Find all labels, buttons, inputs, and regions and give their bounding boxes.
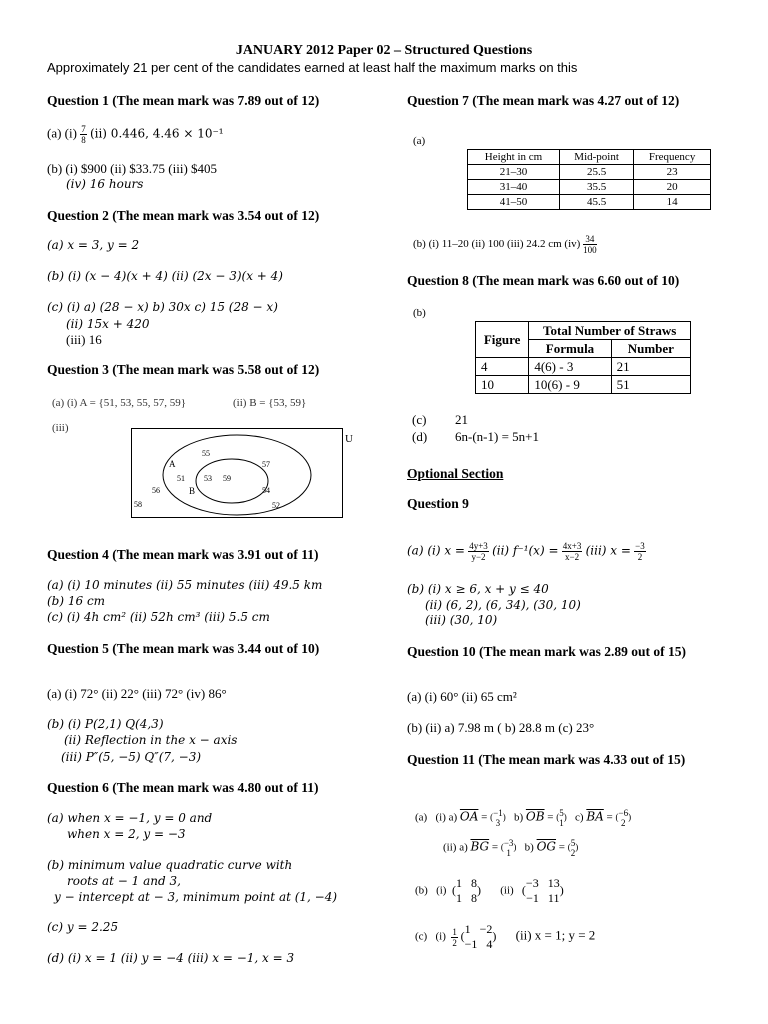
q1-b: (b) (i) $900 (ii) $33.75 (iii) $405 bbox=[47, 161, 218, 176]
q7-b-fraction: $\frac{34}{100}$ bbox=[583, 234, 597, 255]
table-row bbox=[468, 180, 711, 195]
q9-heading: Question 9 bbox=[407, 496, 469, 511]
q11-a-ii-label: (ii) a) bbox=[443, 841, 468, 854]
q1-heading: Question 1 (The mean mark was 7.89 out of 12) bbox=[47, 93, 320, 108]
q6-c: (c) y = 2.25 bbox=[47, 920, 119, 934]
q5-b: (b) (i) P(2,1) Q(4,3) bbox=[47, 717, 164, 731]
q9-a-fraction-3: $\frac{-3}{2}$ bbox=[635, 541, 645, 562]
q9-b: (b) (i) x ≥ 6, x + y ≤ 40 bbox=[407, 582, 549, 596]
q9-a-ii: (ii) f⁻¹(x) = bbox=[492, 543, 559, 558]
table-row bbox=[468, 165, 711, 180]
q9-a-fraction-1: $\frac{4y+3}{y-2}$ bbox=[469, 541, 488, 562]
table-cell: 10(6) - 9 bbox=[529, 376, 611, 394]
q2-c-ii: (ii) 15x + 420 bbox=[66, 317, 150, 331]
q4-heading: Question 4 (The mean mark was 3.91 out of 11) bbox=[47, 547, 319, 562]
q7-frequency-table bbox=[467, 149, 711, 210]
vector-oa-column: ( −1 3 ) bbox=[490, 808, 506, 828]
q7-b bbox=[413, 234, 597, 255]
table-header-row bbox=[476, 322, 691, 340]
table-cell: 21 bbox=[611, 358, 690, 376]
venn-label-b: B bbox=[189, 486, 196, 496]
venn-label-a: A bbox=[169, 459, 176, 469]
table-cell: 14 bbox=[634, 195, 711, 210]
table-cell: 45.5 bbox=[559, 195, 633, 210]
table-cell: 41–50 bbox=[468, 195, 560, 210]
q2-c-iii: (iii) 16 bbox=[66, 332, 102, 347]
q6-b-3: y − intercept at − 3, minimum point at (1, −4) bbox=[54, 890, 338, 904]
vector-oa: $\overline{OA}$ bbox=[459, 809, 479, 824]
table-header-total: Total Number of Straws bbox=[529, 322, 691, 340]
q11-a-ii: (ii) a) $\overline{BG}$ = ( −3 1 ) b) $\overline{OG}$ = ( 5 2 ) bbox=[443, 838, 579, 858]
venn-n56: 56 bbox=[152, 486, 160, 495]
page-title: JANUARY 2012 Paper 02 – Structured Questions bbox=[235, 43, 533, 58]
venn-n53: 53 bbox=[204, 474, 212, 483]
table-cell: 10 bbox=[476, 376, 529, 394]
q6-a-2: when x = 2, y = −3 bbox=[67, 827, 186, 841]
q2-a: (a) x = 3, y = 2 bbox=[47, 238, 140, 252]
q11-a-c: c) bbox=[575, 811, 584, 824]
table-cell: 21–30 bbox=[468, 165, 560, 180]
q5-b-ii: (ii) Reflection in the x − axis bbox=[64, 733, 238, 747]
venn-n54: 54 bbox=[262, 486, 270, 495]
venn-n51: 51 bbox=[177, 474, 185, 483]
q11-a-label: (a) bbox=[415, 811, 428, 824]
q5-a: (a) (i) 72° (ii) 22° (iii) 72° (iv) 86° bbox=[47, 686, 227, 701]
q1-b-iv: (iv) 16 hours bbox=[66, 177, 144, 191]
q2-b: (b) (i) (x − 4)(x + 4) (ii) (2x − 3)(x + 4) bbox=[47, 269, 283, 283]
table-cell: 4 bbox=[476, 358, 529, 376]
vector-og-column: ( 5 2 ) bbox=[567, 838, 579, 858]
venn-n59: 59 bbox=[223, 474, 231, 483]
vector-ob-column: ( 5 1 ) bbox=[556, 808, 567, 828]
venn-n58: 58 bbox=[134, 500, 142, 509]
q6-b: (b) minimum value quadratic curve with bbox=[47, 858, 293, 872]
q9-b-iii: (iii) (30, 10) bbox=[425, 613, 498, 627]
q4-c: (c) (i) 4h cm² (ii) 52h cm³ (iii) 5.5 cm bbox=[47, 610, 270, 624]
q1-a-fraction: $\frac{7}{8}$ bbox=[81, 124, 86, 145]
q11-c bbox=[415, 922, 595, 952]
q1-a bbox=[47, 124, 224, 145]
q7-heading: Question 7 (The mean mark was 4.27 out of 12) bbox=[407, 93, 680, 108]
matrix-3: ( 1 −2 −1 4 ) bbox=[460, 922, 497, 951]
venn-n55: 55 bbox=[202, 449, 210, 458]
vector-ba-column: ( −6 2 ) bbox=[615, 808, 632, 828]
venn-n52: 52 bbox=[272, 501, 280, 510]
q6-d: (d) (i) x = 1 (ii) y = −4 (iii) x = −1, x = 3 bbox=[47, 951, 295, 965]
q11-a-b: b) bbox=[513, 811, 524, 824]
q4-b: (b) 16 cm bbox=[47, 594, 106, 608]
table-header: Height in cm bbox=[468, 150, 560, 165]
vector-ba: $\overline{BA}$ bbox=[586, 809, 604, 824]
q11-c-label: (c) bbox=[415, 930, 428, 943]
table-cell: 31–40 bbox=[468, 180, 560, 195]
table-cell: 23 bbox=[634, 165, 711, 180]
table-header-number: Number bbox=[611, 340, 690, 358]
q11-a-i: (i) a) bbox=[435, 811, 458, 824]
venn-label-u: U bbox=[345, 433, 353, 445]
q10-heading: Question 10 (The mean mark was 2.89 out of 15) bbox=[407, 644, 686, 659]
q8-b: (b) bbox=[413, 307, 426, 319]
matrix-1: ( 1 8 1 8 ) bbox=[451, 876, 481, 905]
q8-heading: Question 8 (The mean mark was 6.60 out of 10) bbox=[407, 273, 680, 288]
q1-a-rest: (ii) 0.446, 4.46 × 10⁻¹ bbox=[89, 126, 224, 141]
vector-ob: $\overline{OB}$ bbox=[525, 809, 545, 824]
vector-og: $\overline{OG}$ bbox=[536, 839, 557, 854]
venn-n57: 57 bbox=[262, 460, 270, 469]
q8-d-value: 6n-(n-1) = 5n+1 bbox=[455, 429, 539, 444]
q11-b-label: (b) bbox=[415, 884, 428, 897]
q7-a: (a) bbox=[413, 135, 426, 147]
q5-b-iii: (iii) P″(5, −5) Q″(7, −3) bbox=[61, 750, 202, 764]
q3-heading: Question 3 (The mean mark was 5.58 out of 12) bbox=[47, 362, 320, 377]
q8-straws-table bbox=[475, 321, 691, 394]
q2-c: (c) (i) a) (28 − x) b) 30x c) 15 (28 − x) bbox=[47, 300, 278, 314]
q9-a-label: (a) (i) x = bbox=[407, 543, 465, 558]
q11-b-ii: (ii) bbox=[500, 884, 514, 897]
q11-b-i: (i) bbox=[436, 884, 447, 897]
q6-b-2: roots at − 1 and 3, bbox=[67, 874, 181, 888]
q10-a: (a) (i) 60° (ii) 65 cm² bbox=[407, 689, 517, 704]
table-cell: 4(6) - 3 bbox=[529, 358, 611, 376]
q11-a: (a) (i) a) $\overline{OA}$ = ( −1 3 ) b) $\overline{OB}$ = ( 5 1 ) c) $\overline{BA}$ = ( −6 2 ) bbox=[415, 808, 632, 828]
table-cell: 51 bbox=[611, 376, 690, 394]
q10-b: (b) (ii) a) 7.98 m ( b) 28.8 m (c) 23° bbox=[407, 720, 595, 735]
q6-a: (a) when x = −1, y = 0 and bbox=[47, 811, 213, 825]
table-cell: 20 bbox=[634, 180, 711, 195]
table-header: Frequency bbox=[634, 150, 711, 165]
optional-section-heading: Optional Section bbox=[407, 466, 504, 481]
venn-diagram bbox=[131, 428, 353, 518]
vector-bg-column: ( −3 1 ) bbox=[500, 838, 517, 858]
venn-circles bbox=[132, 429, 342, 517]
q11-c-i: (i) bbox=[435, 930, 446, 943]
q11-heading: Question 11 (The mean mark was 4.33 out of 15) bbox=[407, 752, 686, 767]
q8-c-label: (c) bbox=[412, 412, 427, 427]
q11-c-ii: (ii) x = 1; y = 2 bbox=[515, 927, 596, 943]
q4-a: (a) (i) 10 minutes (ii) 55 minutes (iii) 49.5 km bbox=[47, 578, 323, 592]
q5-heading: Question 5 (The mean mark was 3.44 out of 10) bbox=[47, 641, 320, 656]
table-cell: 35.5 bbox=[559, 180, 633, 195]
q9-a-fraction-2: $\frac{4x+3}{x-2}$ bbox=[562, 541, 582, 562]
table-row bbox=[476, 376, 691, 394]
table-header: Mid-point bbox=[559, 150, 633, 165]
q7-b-text: (b) (i) 11–20 (ii) 100 (iii) 24.2 cm (iv) bbox=[413, 238, 581, 251]
matrix-2: ( −3 13 −1 11 ) bbox=[521, 876, 564, 905]
q9-b-ii: (ii) (6, 2), (6, 34), (30, 10) bbox=[425, 598, 581, 612]
q6-heading: Question 6 (The mean mark was 4.80 out of 11) bbox=[47, 780, 319, 795]
table-header-figure: Figure bbox=[476, 322, 529, 358]
q8-c-value: 21 bbox=[455, 412, 468, 427]
q3-set-a: (a) (i) A = {51, 53, 55, 57, 59} bbox=[52, 397, 187, 409]
table-header-row bbox=[468, 150, 711, 165]
q2-heading: Question 2 (The mean mark was 3.54 out of 12) bbox=[47, 208, 320, 223]
q11-c-half: $\frac{1}{2}$ bbox=[452, 926, 457, 948]
q3-iii: (iii) bbox=[52, 422, 69, 434]
q11-a-ii-b: b) bbox=[524, 841, 534, 854]
table-header-formula: Formula bbox=[529, 340, 611, 358]
q9-a-iii: (iii) x = bbox=[585, 543, 631, 558]
q11-b bbox=[415, 876, 564, 906]
table-row bbox=[468, 195, 711, 210]
q9-a bbox=[407, 541, 646, 562]
vector-bg: $\overline{BG}$ bbox=[470, 839, 490, 854]
table-row bbox=[476, 358, 691, 376]
table-cell: 25.5 bbox=[559, 165, 633, 180]
q8-d-label: (d) bbox=[412, 429, 428, 444]
q3-set-b: (ii) B = {53, 59} bbox=[233, 397, 307, 409]
q1-a-label: (a) (i) bbox=[47, 125, 77, 141]
page-subtitle: Approximately 21 per cent of the candidates earned at least half the maximum marks on this bbox=[47, 60, 578, 75]
